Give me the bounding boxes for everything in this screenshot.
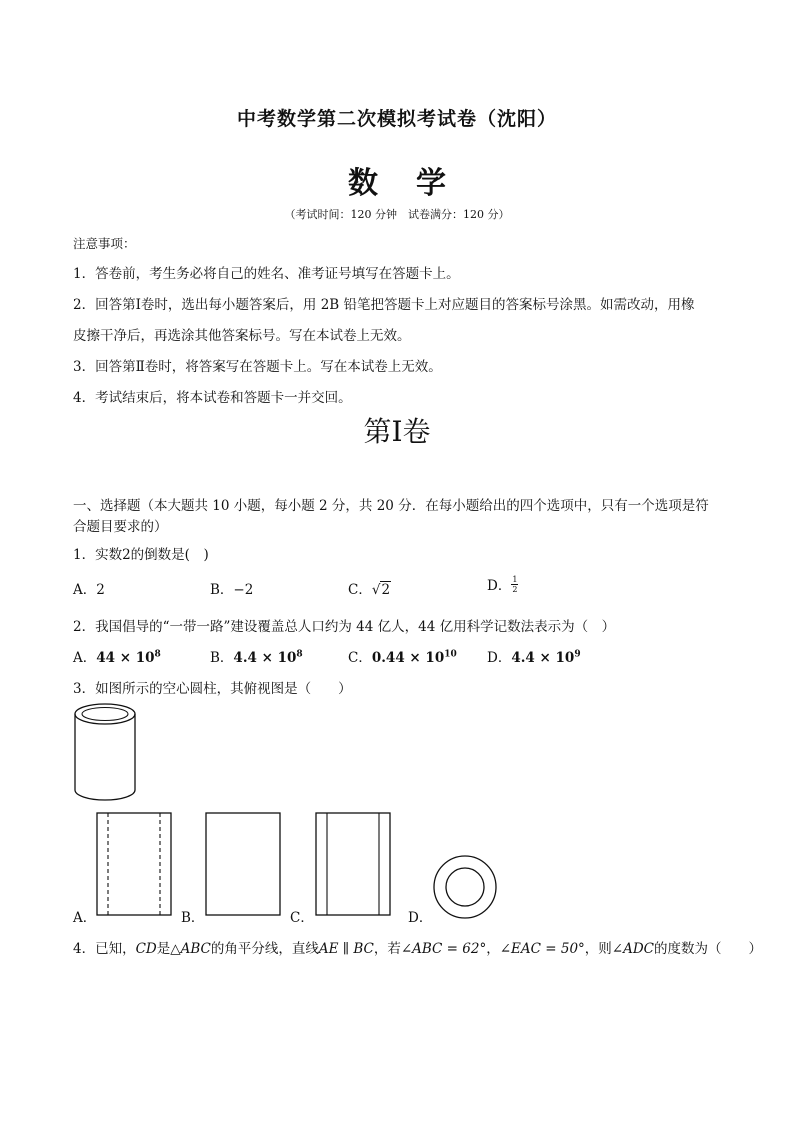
q1-option-a [73,578,105,598]
q4-math-angle-abc: ∠ABC = 62° [400,941,487,957]
option-label: A． [73,650,97,666]
q4-math-triangle: △ABC [170,941,211,957]
question-3-stem: 3．如图所示的空心圆柱，其俯视图是（ ） [73,681,352,697]
option-exponent: 9 [574,649,581,660]
notice-item-4: 4．考试结束后，将本试卷和答题卡一并交回。 [73,390,352,406]
q3-option-c-label: C． [290,910,314,926]
q2-option-a [73,646,161,666]
part-heading-line-2: 合题目要求的） [73,519,168,535]
q3-option-a-figure [96,812,176,918]
question-1-stem: 1．实数2的倒数是( ) [73,547,209,563]
q3-option-b-label: B． [181,910,205,926]
q4-text: 的角平分线，直线 [210,941,319,957]
option-label: B． [210,582,234,598]
option-exponent: 8 [296,649,303,660]
q2-option-b [210,646,303,666]
q2-option-d [487,646,581,666]
q4-math-angle-eac: ∠EAC = 50° [499,941,585,957]
subject-char-1: 数 [348,166,378,201]
q2-option-c [348,646,457,666]
q4-text: ， [486,941,500,957]
option-label: B． [210,650,234,666]
option-base: 0.44 × 10 [371,650,445,666]
section-title: 第Ⅰ卷 [363,415,431,448]
q3-option-d-label: D． [408,910,433,926]
notice-item-2: 2．回答第Ⅰ卷时，选出每小题答案后，用 2B 铅笔把答题卡上对应题目的答案标号涂黑。如需改动，用橡 [73,297,695,313]
hollow-cylinder-figure [70,700,140,806]
q1-option-c [348,578,391,598]
exam-title: 中考数学第二次模拟考试卷（沈阳） [236,108,557,130]
part-heading-line-1: 一、选择题（本大题共 10 小题，每小题 2 分，共 20 分．在每小题给出的四个选项中，只有一个选项是符 [73,498,709,514]
q4-text: 4．已知， [73,941,136,957]
q3-option-a-label: A． [73,910,97,926]
exam-info: （考试时间：120 分钟 试卷满分：120 分） [284,208,510,221]
option-value: 2 [96,582,105,598]
sqrt-sign: √ [371,582,381,598]
option-base: 4.4 × 10 [233,650,297,666]
option-label: D． [487,578,512,594]
subject-char-2: 学 [416,166,446,201]
q1-option-b [210,578,253,598]
option-value: −2 [233,582,254,598]
q4-text: 是 [156,941,171,957]
q1-option-d [487,574,518,594]
option-label: C． [348,582,372,598]
notice-item-2-cont: 皮擦干净后，再选涂其他答案标号。写在本试卷上无效。 [73,328,411,344]
option-radicand: 2 [381,582,391,598]
option-label: C． [348,650,372,666]
option-label: A． [73,582,97,598]
q4-text: ，则 [584,941,612,957]
option-exponent: 8 [154,649,161,660]
question-4-stem [73,937,762,957]
q4-text: 的度数为（ ） [654,941,763,957]
fraction-denominator: 2 [512,584,518,594]
fraction-numerator: 1 [512,574,518,584]
question-2-stem: 2．我国倡导的“一带一路”建设覆盖总人口约为 44 亿人，44 亿用科学记数法表示为（ ） [73,619,616,635]
q4-math-parallel: AE ∥ BC [318,941,374,957]
option-label: D． [487,650,512,666]
fraction [511,575,518,594]
subject-heading [0,158,794,202]
option-base: 4.4 × 10 [511,650,575,666]
notice-item-1: 1．答卷前，考生务必将自己的姓名、准考证号填写在答题卡上。 [73,266,460,282]
q3-option-d-figure [430,852,500,922]
q3-option-c-figure [315,812,395,918]
q3-option-b-figure [205,812,285,918]
notice-item-3: 3．回答第Ⅱ卷时，将答案写在答题卡上。写在本试卷上无效。 [73,359,442,375]
q4-text: ，若 [373,941,401,957]
notice-heading: 注意事项： [73,236,136,251]
option-base: 44 × 10 [96,650,155,666]
q4-math-angle-adc: ∠ADC [611,941,655,957]
q4-math-cd: CD [135,941,157,957]
option-exponent: 10 [444,649,457,660]
